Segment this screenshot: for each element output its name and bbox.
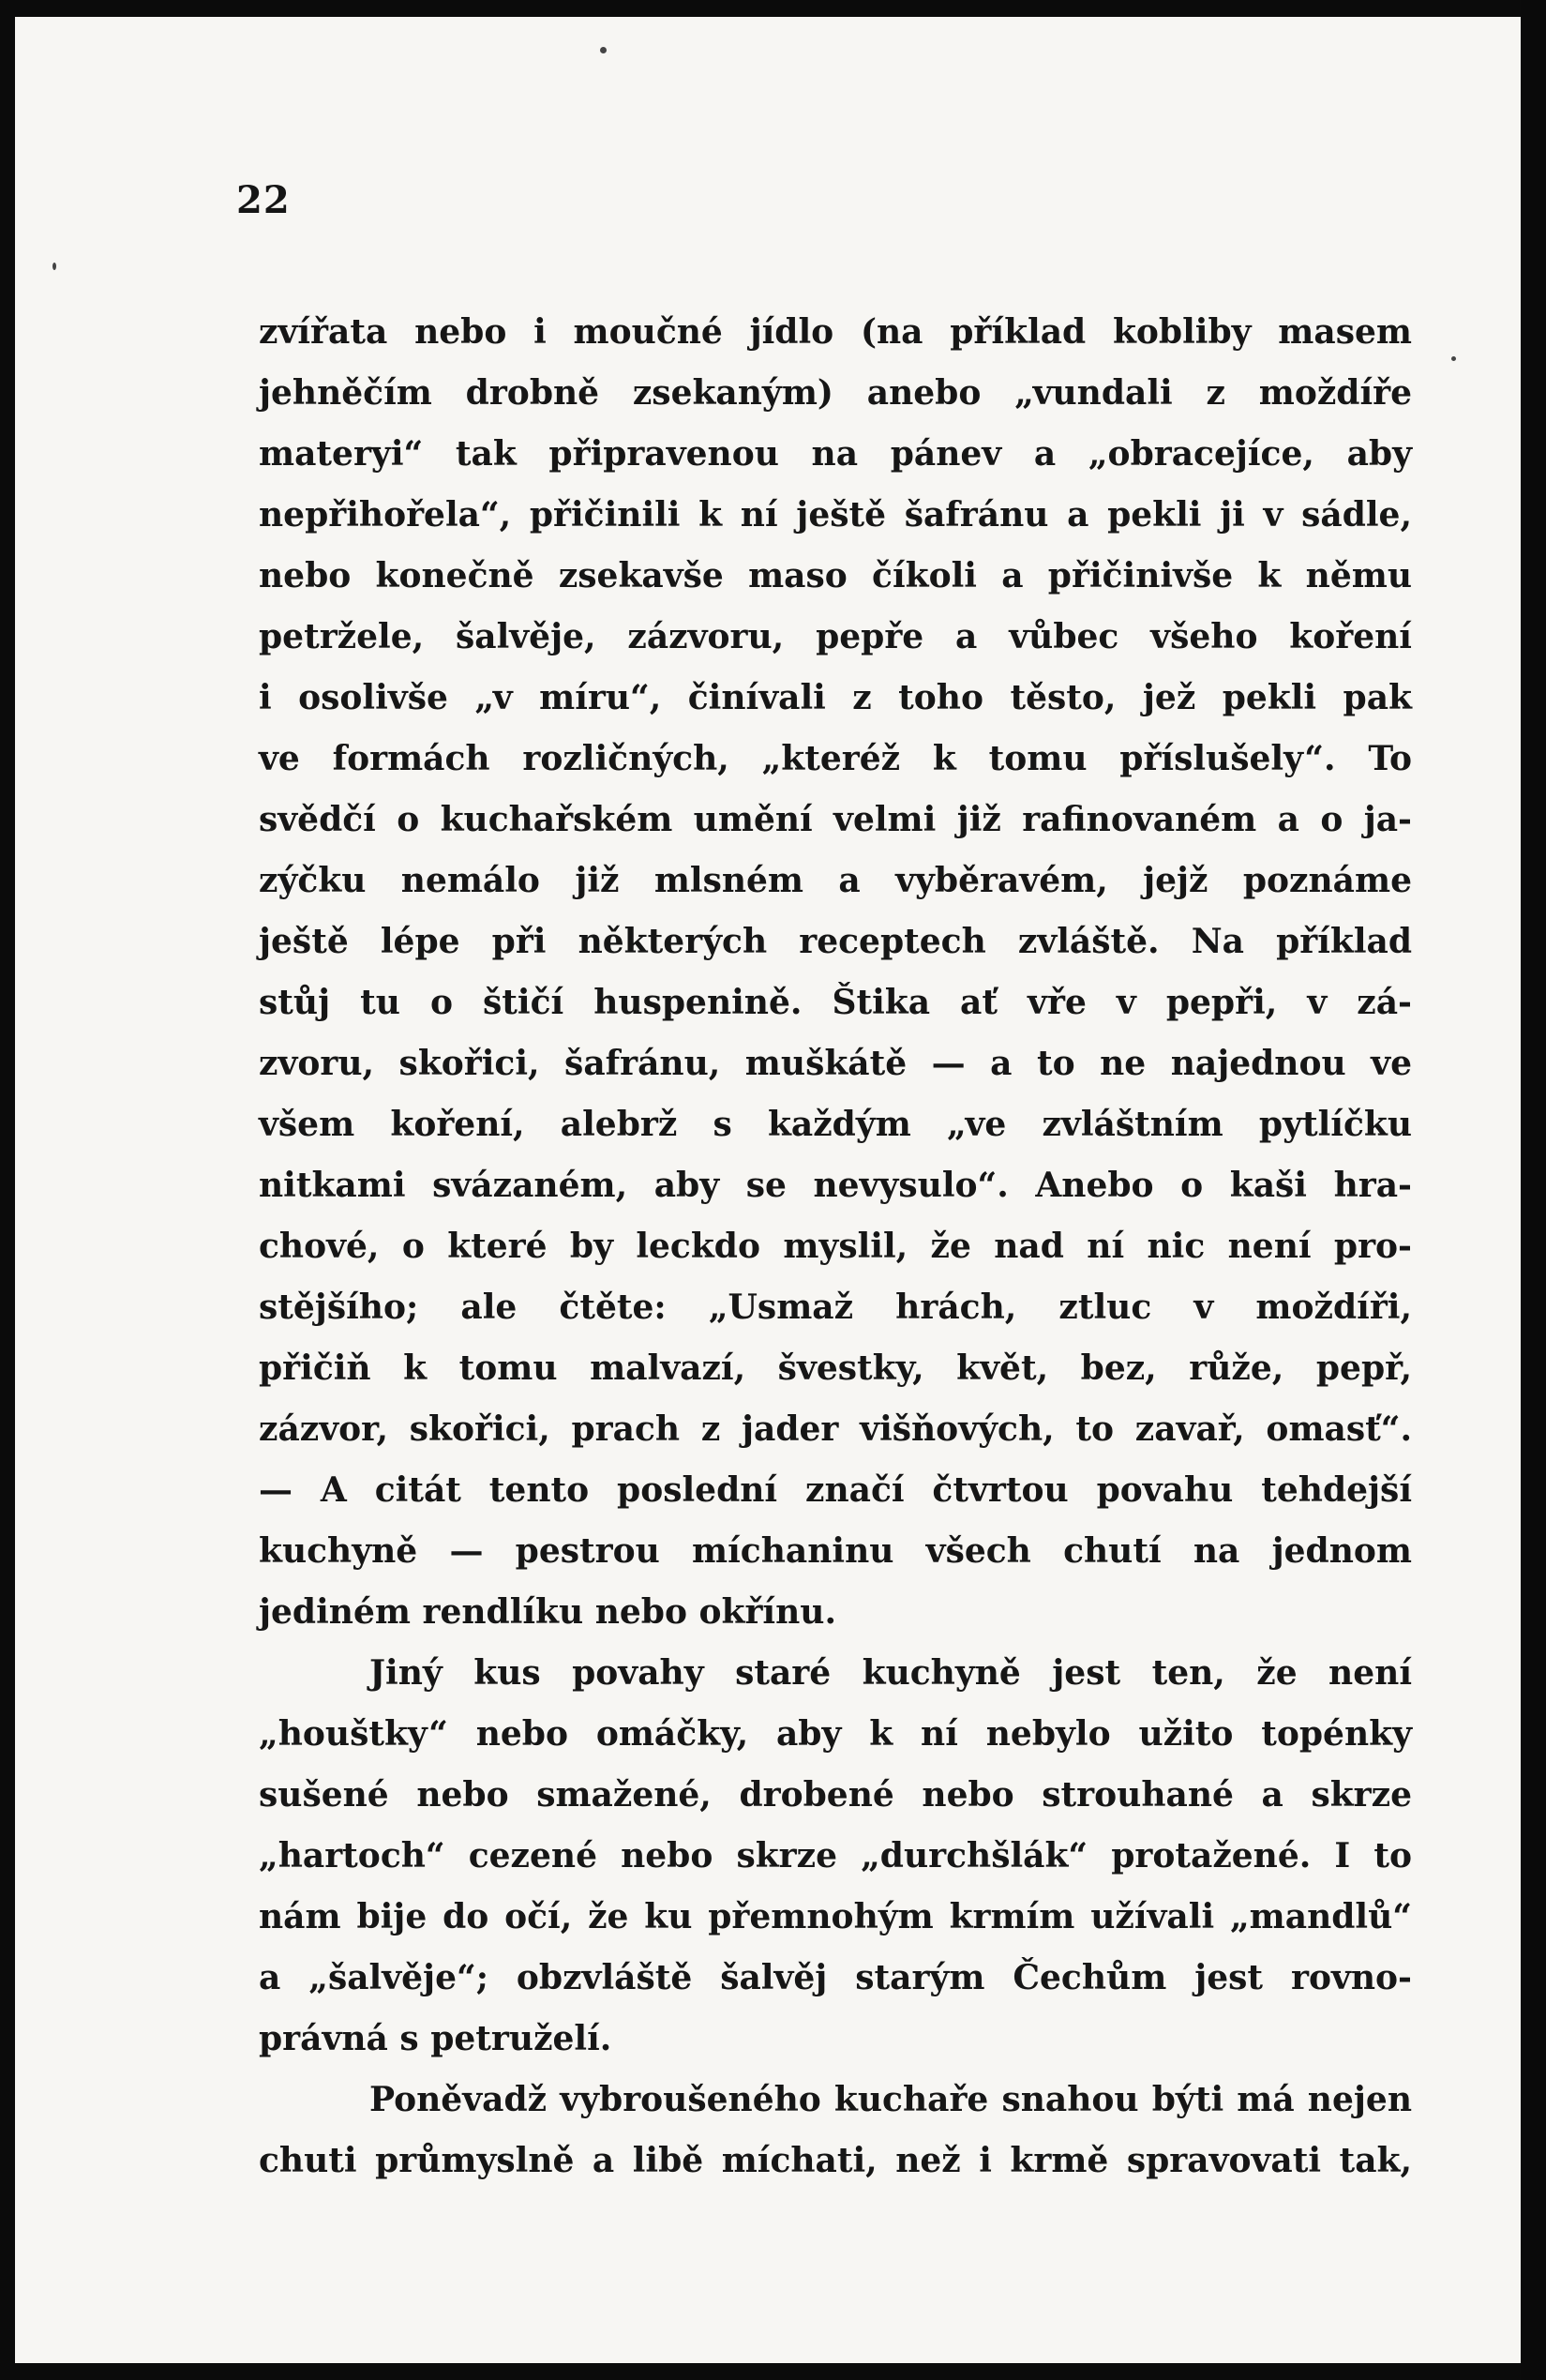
scan-border: [1521, 0, 1546, 2380]
scan-speck: [53, 263, 56, 270]
text-line: zýčku nemálo již mlsném a vyběravém, jejž poznáme: [259, 861, 1412, 900]
text-line: přičiň k tomu malvazí, švestky, květ, bez, růže, pepř,: [259, 1348, 1412, 1388]
text-line: zázvor, skořici, prach z jader višňových, to zavař, omasť“.: [259, 1409, 1412, 1449]
text-line: kuchyně — pestrou míchaninu všech chutí na jednom: [259, 1531, 1412, 1571]
text-line: nám bije do očí, že ku přemnohým krmím užívali „mandlů“: [259, 1897, 1412, 1936]
text-line: zvířata nebo i moučné jídlo (na příklad kobliby masem: [259, 312, 1412, 352]
scan-speck: [1451, 356, 1456, 361]
text-line: stějšího; ale čtěte: „Usmaž hrách, ztluc v moždíři,: [259, 1288, 1412, 1327]
paragraph-2: [259, 1643, 1412, 2070]
text-line: ještě lépe při některých receptech zvláště. Na příklad: [259, 922, 1412, 961]
text-line: právná s petruželí.: [259, 2019, 612, 2058]
text-line: svědčí o kuchařském umění velmi již rafinovaném a o ja-: [259, 800, 1412, 839]
text-line: „houštky“ nebo omáčky, aby k ní nebylo užito topénky: [259, 1714, 1412, 1754]
text-line: — A citát tento poslední značí čtvrtou povahu tehdejší: [259, 1470, 1412, 1510]
scan-speck: [600, 47, 607, 53]
text-line: chové, o které by leckdo myslil, že nad ní nic není pro-: [259, 1227, 1412, 1266]
text-line: chuti průmyslně a libě míchati, než i krmě spravovati tak,: [259, 2141, 1412, 2180]
text-line: stůj tu o štičí huspenině. Štika ať vře v pepři, v zá-: [259, 983, 1412, 1022]
text-line: sušené nebo smažené, drobené nebo strouhané a skrze: [259, 1775, 1412, 1815]
text-line: i osolivše „v míru“, činívali z toho těsto, jež pekli pak: [259, 678, 1412, 717]
text-line: zvoru, skořici, šafránu, muškátě — a to ne najednou ve: [259, 1044, 1412, 1083]
text-line: „hartoch“ cezené nebo skrze „durchšlák“ protažené. I to: [259, 1836, 1412, 1875]
text-line: ve formách rozličných, „kteréž k tomu příslušely“. To: [259, 739, 1412, 778]
text-line: jediném rendlíku nebo okřínu.: [259, 1592, 836, 1632]
paragraph-3: [259, 2070, 1412, 2192]
text-line: nebo konečně zsekavše maso číkoli a přičinivše k němu: [259, 556, 1412, 595]
text-line: Jiný kus povahy staré kuchyně jest ten, že není: [369, 1653, 1412, 1693]
page-number: 22: [236, 178, 291, 222]
text-line: všem koření, alebrž s každým „ve zvláštním pytlíčku: [259, 1105, 1412, 1144]
text-line: nepřihořela“, přičinili k ní ještě šafránu a pekli ji v sádle,: [259, 495, 1412, 535]
body-text: [259, 302, 1412, 2192]
paragraph-1: [259, 302, 1412, 1643]
text-line: a „šalvěje“; obzvláště šalvěj starým Čechům jest rovno-: [259, 1958, 1412, 1997]
text-line: Poněvadž vybroušeného kuchaře snahou býti má nejen: [369, 2080, 1412, 2119]
book-page: [15, 17, 1521, 2363]
text-line: nitkami svázaném, aby se nevysulo“. Anebo o kaši hra-: [259, 1166, 1412, 1205]
text-line: jehněčím drobně zsekaným) anebo „vundali z moždíře: [259, 373, 1412, 413]
text-line: petržele, šalvěje, zázvoru, pepře a vůbec všeho koření: [259, 617, 1412, 656]
text-line: materyi“ tak připravenou na pánev a „obracejíce, aby: [259, 434, 1412, 474]
